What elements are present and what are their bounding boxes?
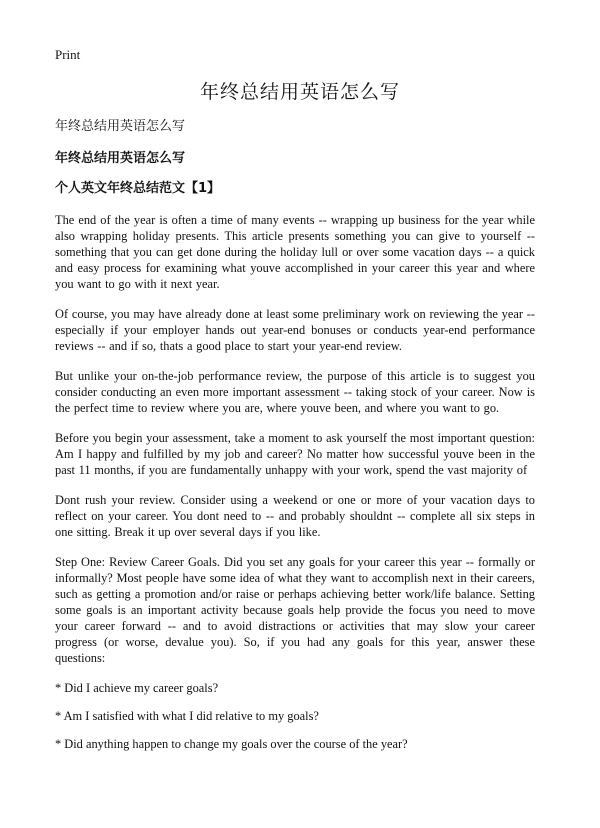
bullet-item-1: * Did I achieve my career goals? xyxy=(55,681,219,695)
bullet-item-2: * Am I satisfied with what I did relative to my goals? xyxy=(55,709,319,723)
paragraph-5: Dont rush your review. Consider using a weekend or one or more of your vacation days to reflect on your career. You dont need to -- and probably shouldnt -- complete all six steps in one sitting. Break it up over several days if you like. xyxy=(55,493,535,539)
article-body xyxy=(55,212,535,764)
page-subtitle: 年终总结用英语怎么写 xyxy=(55,119,186,134)
paragraph-4: Before you begin your assessment, take a moment to ask yourself the most important question: Am I happy and fulfilled by my job and career? No matter how successful youve been in the past 11 months, if you are fundamentally unhappy with your work, spend the vast majority of xyxy=(55,431,535,477)
article-heading: 个人英文年终总结范文【1】 xyxy=(55,181,221,196)
paragraph-2: Of course, you may have already done at least some preliminary work on reviewing the year -- especially if your employer hands out year-end bonuses or conducts year-end performance reviews -- and if so, thats a good place to start your year-end review. xyxy=(55,307,535,353)
print-link[interactable]: Print xyxy=(55,47,81,62)
paragraph-3: But unlike your on-the-job performance review, the purpose of this article is to suggest you consider conducting an even more important assessment -- taking stock of your career. Now is the perfect time to review where you are, where youve been, and where you want to go. xyxy=(55,369,535,415)
page-title: 年终总结用英语怎么写 xyxy=(199,81,400,103)
section-heading: 年终总结用英语怎么写 xyxy=(55,151,186,166)
bullet-item-3: * Did anything happen to change my goals over the course of the year? xyxy=(55,737,408,751)
paragraph-1: The end of the year is often a time of many events -- wrapping up business for the year while also wrapping holiday presents. This article presents something you can give to yourself -- something that you can get done during the holiday lull or over some vacation days -- a quick and easy process for examining what youve accomplished in your career this year and where you want to go with it next year. xyxy=(55,213,535,291)
paragraph-6: Step One: Review Career Goals. Did you set any goals for your career this year -- formally or informally? Most people have some idea of what they want to accomplish next in their careers, such as getting a promotion and/or raise or perhaps achieving better work/life balance. Setting some goals is an important activity because goals help provide the focus you need to move your career forward -- and to avoid distractions or activities that may slow your career progress (or worse, devalue you). So, if you had any goals for this year, answer these questions: xyxy=(55,555,535,665)
